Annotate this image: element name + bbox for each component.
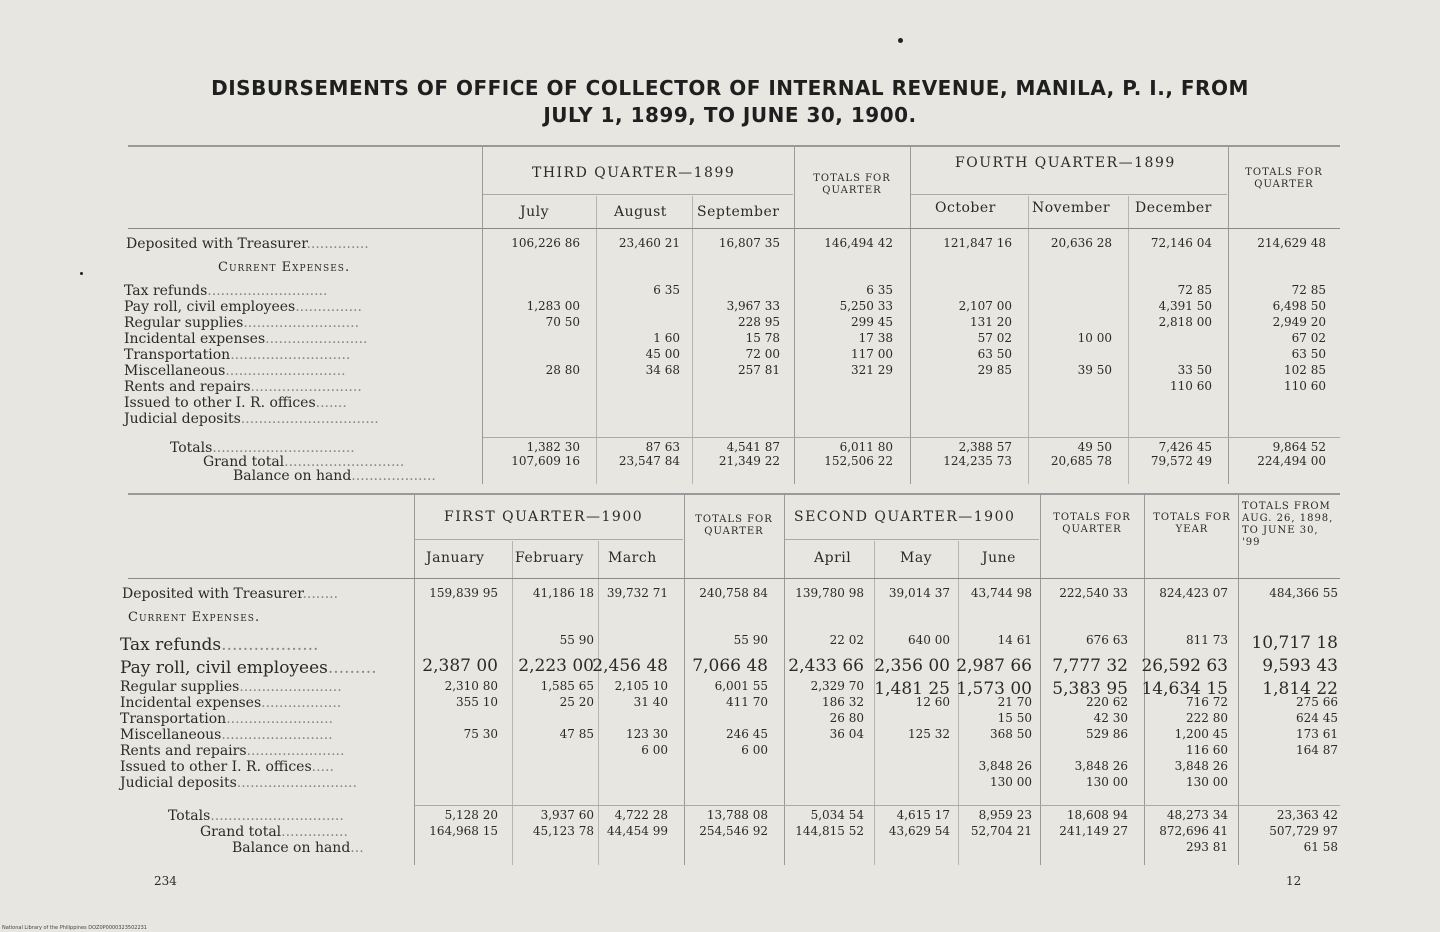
deposited-value: 146,494 42	[824, 236, 893, 250]
fourth-quarter-1899-heading: FOURTH QUARTER—1899	[955, 155, 1176, 171]
grand-total-value: 152,506 22	[824, 454, 893, 468]
row-label: Miscellaneous.........................	[120, 727, 333, 743]
totals-label: Totals................................	[170, 440, 355, 456]
totals-for-quarter-header: TOTALS FOR QUARTER	[1053, 512, 1131, 535]
month-header-november: November	[1032, 200, 1111, 216]
grand-total-value: 45,123 78	[532, 824, 594, 838]
expense-value: 2,356 00	[874, 656, 950, 676]
grand-total-value: 124,235 73	[943, 454, 1012, 468]
deposited-value: 39,014 37	[888, 586, 950, 600]
expense-value: 125 32	[908, 727, 950, 741]
expense-value: 676 63	[1086, 633, 1128, 647]
month-header-july: July	[520, 204, 550, 220]
deposited-value: 39,732 71	[606, 586, 668, 600]
deposited-with-treasurer-label: Deposited with Treasurer..............	[126, 236, 369, 252]
deposited-value: 824,423 07	[1159, 586, 1228, 600]
expense-value: 3,848 26	[1174, 759, 1228, 773]
expense-value: 5,250 33	[839, 299, 893, 313]
expense-value: 47 85	[559, 727, 594, 741]
month-header-september: September	[697, 204, 780, 220]
expense-value: 2,223 00	[518, 656, 594, 676]
expense-value: 186 32	[822, 695, 864, 709]
expense-value: 12 60	[915, 695, 950, 709]
expense-value: 29 85	[977, 363, 1012, 377]
balance-on-hand-label: Balance on hand...................	[233, 468, 436, 484]
expense-value: 15 78	[745, 331, 780, 345]
expense-value: 1,585 65	[540, 679, 594, 693]
balance-on-hand-label: Balance on hand...	[232, 840, 364, 856]
expense-value: 123 30	[626, 727, 668, 741]
expense-value: 39 50	[1077, 363, 1112, 377]
expense-value: 355 10	[456, 695, 498, 709]
expense-value: 72 85	[1291, 283, 1326, 297]
expense-value: 67 02	[1291, 331, 1326, 345]
expense-value: 222 80	[1186, 711, 1228, 725]
grand-total-value: 52,704 21	[970, 824, 1032, 838]
row-label: Incidental expenses.......................	[124, 331, 368, 347]
expense-value: 10 00	[1077, 331, 1112, 345]
expense-value: 2,107 00	[958, 299, 1012, 313]
expense-value: 36 04	[829, 727, 864, 741]
second-quarter-1900-heading: SECOND QUARTER—1900	[794, 509, 1016, 525]
totals-for-quarter-header: TOTALS FOR QUARTER	[695, 514, 773, 537]
expense-value: 5,383 95	[1052, 679, 1128, 699]
expense-value: 1,573 00	[956, 679, 1032, 699]
totals-value: 9,864 52	[1272, 440, 1326, 454]
expense-value: 6,001 55	[714, 679, 768, 693]
expense-value: 2,456 48	[592, 656, 668, 676]
month-header-february: February	[515, 550, 584, 566]
totals-value: 5,128 20	[444, 808, 498, 822]
expense-value: 2,105 10	[614, 679, 668, 693]
row-label: Issued to other I. R. offices.....	[120, 759, 334, 775]
month-header-may: May	[900, 550, 933, 566]
expense-value: 2,433 66	[788, 656, 864, 676]
row-label: Regular supplies.......................	[120, 679, 342, 695]
expense-value: 21 70	[997, 695, 1032, 709]
expense-value: 130 00	[1186, 775, 1228, 789]
grand-total-value: 43,629 54	[888, 824, 950, 838]
expense-value: 299 45	[851, 315, 893, 329]
page-title-line-2: JULY 1, 1899, TO JUNE 30, 1900.	[543, 103, 917, 127]
ink-speck	[898, 38, 903, 43]
grand-total-value: 20,685 78	[1050, 454, 1112, 468]
grand-total-value: 224,494 00	[1257, 454, 1326, 468]
deposited-value: 121,847 16	[943, 236, 1012, 250]
page-title-line-1: DISBURSEMENTS OF OFFICE OF COLLECTOR OF INTERNAL REVENUE, MANILA, P. I., FROM	[211, 76, 1249, 100]
expense-value: 1,481 25	[874, 679, 950, 699]
expense-value: 7,777 32	[1052, 656, 1128, 676]
totals-from-1898-header: TOTALS FROM AUG. 26, 1898, TO JUNE 30, '99	[1242, 501, 1334, 548]
deposited-value: 16,807 35	[718, 236, 780, 250]
deposited-value: 43,744 98	[970, 586, 1032, 600]
expense-value: 4,391 50	[1158, 299, 1212, 313]
month-header-october: October	[935, 200, 996, 216]
totals-value: 7,426 45	[1158, 440, 1212, 454]
library-footer: National Library of the Philippines DOZ0P0000323502231	[2, 925, 147, 931]
grand-total-label: Grand total...............	[200, 824, 348, 840]
balance-value: 293 81	[1186, 840, 1228, 854]
expense-value: 411 70	[726, 695, 768, 709]
row-label: Pay roll, civil employees.........	[120, 658, 377, 678]
row-label: Transportation........................	[120, 711, 333, 727]
totals-value: 23,363 42	[1276, 808, 1338, 822]
expense-value: 70 50	[545, 315, 580, 329]
deposited-value: 214,629 48	[1257, 236, 1326, 250]
grand-total-value: 107,609 16	[511, 454, 580, 468]
totals-label: Totals..............................	[168, 808, 344, 824]
first-quarter-1900-heading: FIRST QUARTER—1900	[444, 509, 644, 525]
expense-value: 34 68	[645, 363, 680, 377]
expense-value: 28 80	[545, 363, 580, 377]
expense-value: 31 40	[633, 695, 668, 709]
expense-value: 6 35	[653, 283, 680, 297]
row-label: Issued to other I. R. offices.......	[124, 395, 347, 411]
totals-value: 6,011 80	[839, 440, 893, 454]
row-label: Judicial deposits...........................	[120, 775, 357, 791]
totals-value: 49 50	[1077, 440, 1112, 454]
expense-value: 2,987 66	[956, 656, 1032, 676]
deposited-value: 159,839 95	[429, 586, 498, 600]
totals-value: 8,959 23	[978, 808, 1032, 822]
ink-speck	[80, 272, 83, 275]
row-label: Rents and repairs.........................	[124, 379, 362, 395]
row-label: Regular supplies..........................	[124, 315, 360, 331]
expense-value: 2,329 70	[810, 679, 864, 693]
expense-value: 6,498 50	[1272, 299, 1326, 313]
expense-value: 14 61	[997, 633, 1032, 647]
expense-value: 75 30	[463, 727, 498, 741]
expense-value: 116 60	[1186, 743, 1228, 757]
expense-value: 45 00	[645, 347, 680, 361]
expense-value: 529 86	[1086, 727, 1128, 741]
deposited-value: 41,186 18	[532, 586, 594, 600]
expense-value: 9,593 43	[1262, 656, 1338, 676]
expense-value: 14,634 15	[1141, 679, 1228, 699]
totals-for-quarter-header: TOTALS FOR QUARTER	[1245, 167, 1323, 190]
expense-value: 1,814 22	[1262, 679, 1338, 699]
deposited-value: 139,780 98	[795, 586, 864, 600]
deposited-with-treasurer-label: Deposited with Treasurer........	[122, 586, 339, 602]
expense-value: 2,818 00	[1158, 315, 1212, 329]
expense-value: 624 45	[1296, 711, 1338, 725]
month-header-august: August	[614, 204, 667, 220]
expense-value: 6 35	[866, 283, 893, 297]
month-header-april: April	[814, 550, 852, 566]
expense-value: 3,848 26	[1074, 759, 1128, 773]
totals-for-quarter-header: TOTALS FOR QUARTER	[813, 173, 891, 196]
deposited-value: 106,226 86	[511, 236, 580, 250]
grand-total-value: 79,572 49	[1150, 454, 1212, 468]
third-quarter-1899-heading: THIRD QUARTER—1899	[532, 165, 736, 181]
row-label: Tax refunds..................	[120, 635, 319, 655]
grand-total-value: 44,454 99	[606, 824, 668, 838]
expense-value: 640 00	[908, 633, 950, 647]
totals-value: 3,937 60	[540, 808, 594, 822]
totals-value: 18,608 94	[1066, 808, 1128, 822]
expense-value: 3,848 26	[978, 759, 1032, 773]
expense-value: 6 00	[741, 743, 768, 757]
expense-value: 716 72	[1186, 695, 1228, 709]
grand-total-label: Grand total...........................	[203, 454, 405, 470]
expense-value: 117 00	[851, 347, 893, 361]
expense-value: 25 20	[559, 695, 594, 709]
expense-value: 2,310 80	[444, 679, 498, 693]
expense-value: 130 00	[1086, 775, 1128, 789]
month-header-january: January	[426, 550, 485, 566]
expense-value: 42 30	[1093, 711, 1128, 725]
expense-value: 3,967 33	[726, 299, 780, 313]
deposited-value: 222,540 33	[1059, 586, 1128, 600]
grand-total-value: 241,149 27	[1059, 824, 1128, 838]
expense-value: 15 50	[997, 711, 1032, 725]
grand-total-value: 507,729 97	[1269, 824, 1338, 838]
expense-value: 173 61	[1296, 727, 1338, 741]
totals-value: 87 63	[645, 440, 680, 454]
totals-value: 2,388 57	[958, 440, 1012, 454]
grand-total-value: 254,546 92	[699, 824, 768, 838]
totals-value: 4,722 28	[614, 808, 668, 822]
expense-value: 22 02	[829, 633, 864, 647]
balance-value: 61 58	[1303, 840, 1338, 854]
expense-value: 26,592 63	[1141, 656, 1228, 676]
current-expenses-heading: Current Expenses.	[128, 610, 261, 625]
deposited-value: 72,146 04	[1150, 236, 1212, 250]
row-label: Tax refunds...........................	[124, 283, 328, 299]
expense-value: 17 38	[858, 331, 893, 345]
deposited-value: 20,636 28	[1050, 236, 1112, 250]
month-header-march: March	[608, 550, 657, 566]
expense-value: 72 00	[745, 347, 780, 361]
expense-value: 102 85	[1284, 363, 1326, 377]
grand-total-value: 21,349 22	[718, 454, 780, 468]
grand-total-value: 164,968 15	[429, 824, 498, 838]
expense-value: 55 90	[559, 633, 594, 647]
expense-value: 368 50	[990, 727, 1032, 741]
expense-value: 131 20	[970, 315, 1012, 329]
expense-value: 57 02	[977, 331, 1012, 345]
expense-value: 2,387 00	[422, 656, 498, 676]
totals-value: 48,273 34	[1166, 808, 1228, 822]
expense-value: 110 60	[1170, 379, 1212, 393]
row-label: Pay roll, civil employees...............	[124, 299, 362, 315]
deposited-value: 23,460 21	[618, 236, 680, 250]
row-label: Rents and repairs......................	[120, 743, 345, 759]
expense-value: 55 90	[733, 633, 768, 647]
expense-value: 246 45	[726, 727, 768, 741]
expense-value: 811 73	[1186, 633, 1228, 647]
expense-value: 1,200 45	[1174, 727, 1228, 741]
row-label: Transportation...........................	[124, 347, 351, 363]
totals-value: 5,034 54	[810, 808, 864, 822]
expense-value: 72 85	[1177, 283, 1212, 297]
expense-value: 220 62	[1086, 695, 1128, 709]
month-header-december: December	[1135, 200, 1212, 216]
row-label: Judicial deposits...............................	[124, 411, 379, 427]
month-header-june: June	[982, 550, 1016, 566]
totals-value: 4,541 87	[726, 440, 780, 454]
expense-value: 275 66	[1296, 695, 1338, 709]
grand-total-value: 144,815 52	[795, 824, 864, 838]
row-label: Miscellaneous...........................	[124, 363, 346, 379]
deposited-value: 484,366 55	[1269, 586, 1338, 600]
row-label: Incidental expenses..................	[120, 695, 342, 711]
expense-value: 6 00	[641, 743, 668, 757]
expense-value: 228 95	[738, 315, 780, 329]
page-number-right: 12	[1286, 874, 1302, 888]
grand-total-value: 23,547 84	[618, 454, 680, 468]
expense-value: 130 00	[990, 775, 1032, 789]
expense-value: 257 81	[738, 363, 780, 377]
expense-value: 321 29	[851, 363, 893, 377]
current-expenses-heading: Current Expenses.	[218, 260, 351, 275]
expense-value: 33 50	[1177, 363, 1212, 377]
expense-value: 26 80	[829, 711, 864, 725]
expense-value: 7,066 48	[692, 656, 768, 676]
expense-value: 1,283 00	[526, 299, 580, 313]
totals-value: 13,788 08	[706, 808, 768, 822]
deposited-value: 240,758 84	[699, 586, 768, 600]
expense-value: 10,717 18	[1251, 633, 1338, 653]
expense-value: 1 60	[653, 331, 680, 345]
totals-for-year-header: TOTALS FOR YEAR	[1153, 512, 1231, 535]
totals-value: 4,615 17	[896, 808, 950, 822]
expense-value: 164 87	[1296, 743, 1338, 757]
expense-value: 63 50	[1291, 347, 1326, 361]
expense-value: 110 60	[1284, 379, 1326, 393]
expense-value: 2,949 20	[1272, 315, 1326, 329]
totals-value: 1,382 30	[526, 440, 580, 454]
expense-value: 63 50	[977, 347, 1012, 361]
page-number-left: 234	[154, 874, 177, 888]
grand-total-value: 872,696 41	[1159, 824, 1228, 838]
